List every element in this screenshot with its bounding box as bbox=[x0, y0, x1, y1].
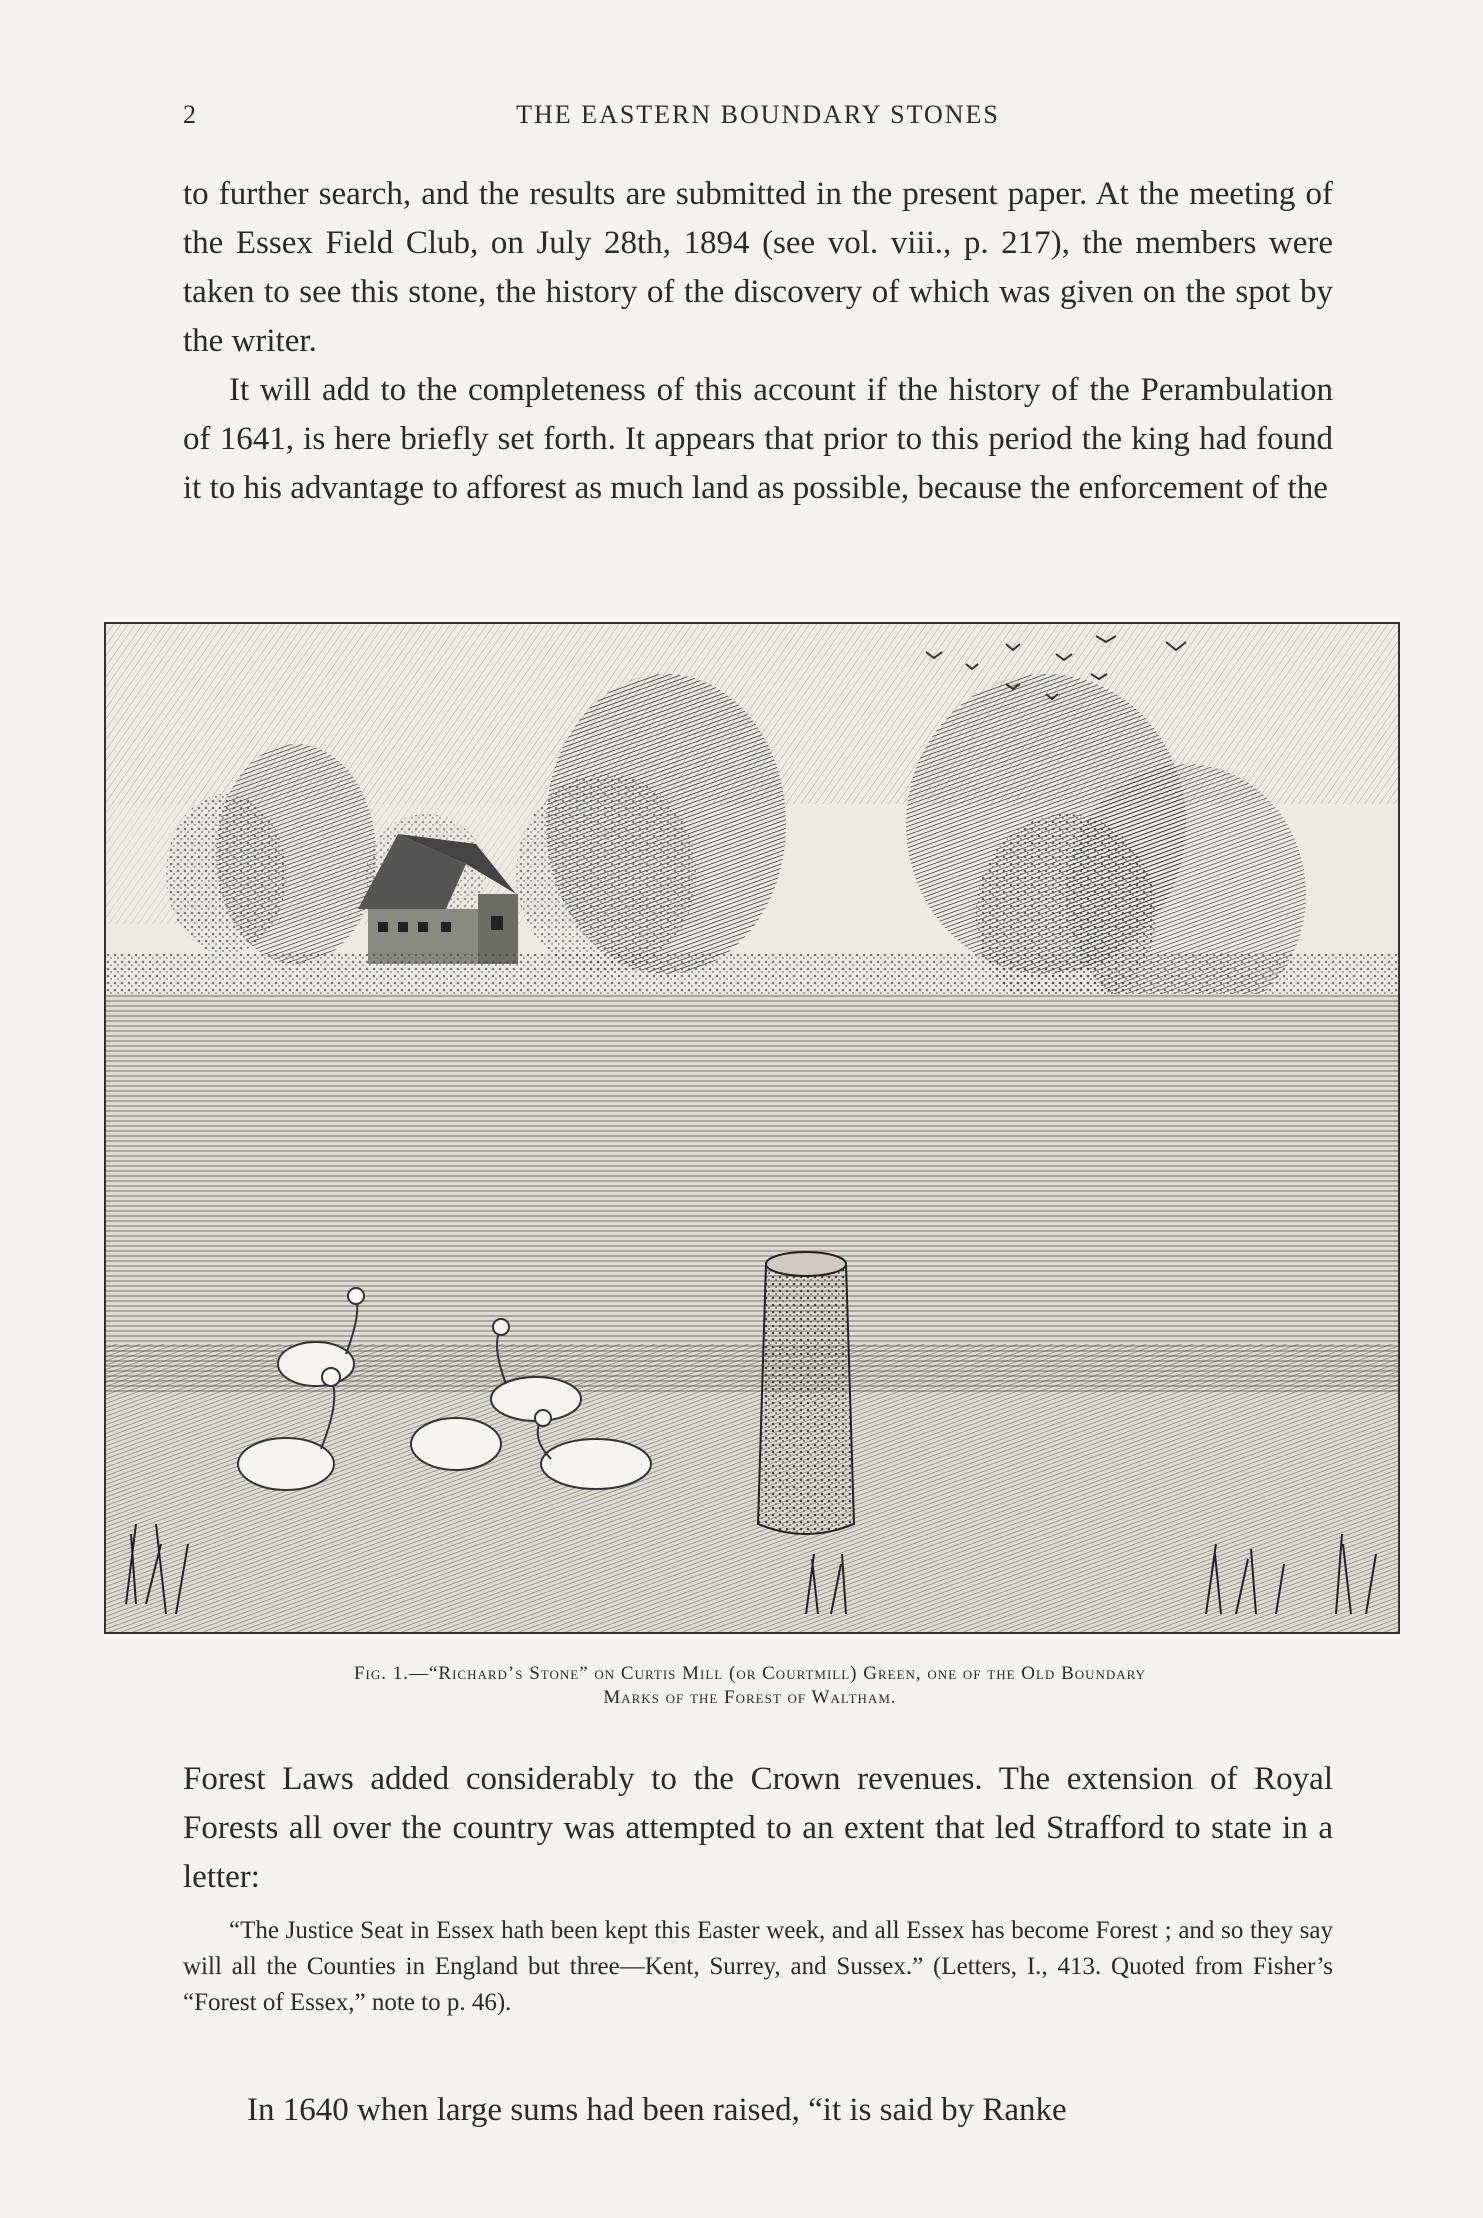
engraving-figure bbox=[104, 622, 1400, 1634]
paragraph-forest-laws: Forest Laws added considerably to the Crown revenues. The extension of Royal Forests all over the country was attempted to an extent that led Strafford to state in a letter: bbox=[183, 1761, 1333, 1895]
block-quote: “The Justice Seat in Essex hath been kept this Easter week, and all Essex has become Forest ; and so they say will all the Counties in England but three—Kent, Surrey, and Sussex.” (Letters, I., 413. Quoted from Fisher’s “Forest of Essex,” note to p. 46). bbox=[183, 1917, 1333, 2016]
engraving-illustration bbox=[106, 624, 1398, 1632]
paragraph-perambulation: It will add to the completeness of this account if the history of the Perambulation of 1641, is here briefly set forth. It appears that prior to this period the king had found it to his advantage to afforest as much land as possible, because the enforcement of the bbox=[183, 372, 1333, 506]
caption-line-2: Marks of the Forest of Waltham. bbox=[603, 1687, 897, 1708]
page-number: 2 bbox=[183, 100, 196, 129]
caption-line-1: Fig. 1.—“Richard’s Stone” on Curtis Mill (or Courtmill) Green, one of the Old Boundary bbox=[353, 1663, 1147, 1684]
body-text-top bbox=[183, 170, 1333, 513]
boundary-stone bbox=[758, 1252, 854, 1534]
running-head bbox=[183, 100, 1333, 140]
running-title: THE EASTERN BOUNDARY STONES bbox=[516, 100, 1000, 129]
paragraph-ranke: In 1640 when large sums had been raised, “it is said by Ranke bbox=[247, 2092, 1067, 2128]
figure-caption bbox=[104, 1662, 1396, 1710]
paragraph-continued: to further search, and the results are submitted in the present paper. At the meeting of the Essex Field Club, on July 28th, 1894 (see vol. viii., p. 217), the members were taken to see this stone, the history of the discovery of which was given on the spot by the writer. bbox=[183, 176, 1333, 359]
body-text-bottom bbox=[183, 1755, 1333, 1902]
